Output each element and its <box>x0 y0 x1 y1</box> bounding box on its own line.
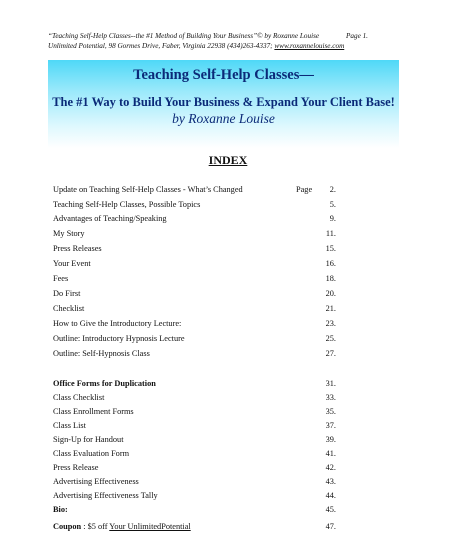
toc-label: Do First <box>53 289 81 298</box>
header-copyright-line: “Teaching Self-Help Classes--the #1 Method of Building Your Business”© by Roxanne Louise <box>48 32 320 40</box>
toc-label: Your Event <box>53 259 91 268</box>
coupon-row <box>53 521 336 533</box>
toc-page: 44. <box>325 491 336 500</box>
index-heading: INDEX <box>208 153 248 167</box>
toc-row <box>53 243 336 255</box>
toc-page: 25. <box>325 334 336 343</box>
header-website-link[interactable]: www.roxannelouise.com <box>274 42 345 50</box>
toc-row <box>53 199 336 211</box>
toc-label: Checklist <box>53 304 85 313</box>
toc-row <box>53 504 336 516</box>
toc-label: Bio: <box>53 505 68 514</box>
toc-page: 31. <box>325 379 336 388</box>
toc-page: 15. <box>325 244 336 253</box>
toc-page: 20. <box>325 289 336 298</box>
toc-label: Update on Teaching Self-Help Classes - What’s Changed <box>53 185 243 194</box>
toc-label: Advertising Effectiveness <box>53 477 139 486</box>
toc-label: Outline: Introductory Hypnosis Lecture <box>53 334 185 343</box>
toc-page: 41. <box>325 449 336 458</box>
coupon-title: Coupon <box>53 522 82 531</box>
header-page-number: Page 1. <box>346 32 368 40</box>
toc-label: My Story <box>53 229 85 238</box>
toc-row <box>53 348 336 360</box>
toc-label: Sign-Up for Handout <box>53 435 124 444</box>
toc-row <box>53 303 336 315</box>
toc-page: 27. <box>325 349 336 358</box>
toc-page: 18. <box>325 274 336 283</box>
header-address-line <box>48 40 344 53</box>
toc-page: 5. <box>329 200 336 209</box>
toc-label: Advertising Effectiveness Tally <box>53 491 158 500</box>
toc-label: How to Give the Introductory Lecture: <box>53 319 182 328</box>
toc-page: 16. <box>325 259 336 268</box>
toc-label: Class Evaluation Form <box>53 449 130 458</box>
toc-page: 9. <box>329 214 336 223</box>
toc-label: Press Release <box>53 463 99 472</box>
toc-label: Class List <box>53 421 86 430</box>
banner-subtitle: The #1 Way to Build Your Business & Expand Your Client Base! <box>52 95 395 109</box>
toc-row <box>53 406 336 418</box>
banner-title: Teaching Self-Help Classes— <box>133 67 314 83</box>
toc-page: 21. <box>325 304 336 313</box>
toc-page: 37. <box>325 421 336 430</box>
toc-page: 42. <box>325 463 336 472</box>
toc-row <box>53 273 336 285</box>
toc-page: 11. <box>325 229 336 238</box>
toc-row <box>53 462 336 474</box>
toc-row <box>53 448 336 460</box>
coupon-text: : $5 off <box>81 522 110 531</box>
toc-label: Fees <box>53 274 69 283</box>
toc-page: 39. <box>325 435 336 444</box>
toc-label: Press Releases <box>53 244 102 253</box>
title-banner <box>48 60 399 148</box>
toc-label: Class Enrollment Forms <box>53 407 134 416</box>
toc-row <box>53 392 336 404</box>
toc-row <box>53 288 336 300</box>
toc-row <box>53 490 336 502</box>
toc-label: Class Checklist <box>53 393 105 402</box>
toc-label: Office Forms for Duplication <box>53 379 156 388</box>
toc-row <box>53 318 336 330</box>
toc-page: 43. <box>325 477 336 486</box>
toc-page: 23. <box>325 319 336 328</box>
coupon-label <box>53 521 191 533</box>
toc-row <box>53 213 336 225</box>
header-address-text: Unlimited Potential, 98 Gormes Drive, Faber, Virginia 22938 (434)263-4337; <box>48 42 275 50</box>
toc-page: 47. <box>325 522 336 531</box>
toc-row <box>53 333 336 345</box>
toc-row <box>53 434 336 446</box>
toc-page: 2. <box>329 185 336 194</box>
page-column-label: Page <box>296 185 313 194</box>
toc-row <box>53 476 336 488</box>
toc-row <box>53 228 336 240</box>
toc-page: 35. <box>325 407 336 416</box>
toc-label: Outline: Self-Hypnosis Class <box>53 349 150 358</box>
toc-page: 45. <box>325 505 336 514</box>
toc-row <box>53 258 336 270</box>
toc-page: 33. <box>325 393 336 402</box>
toc-section-heading <box>53 378 336 390</box>
coupon-link[interactable]: Your UnlimitedPotential <box>109 522 191 531</box>
toc-row <box>53 420 336 432</box>
toc-label: Teaching Self-Help Classes, Possible Topics <box>53 200 201 209</box>
toc-row <box>53 184 336 196</box>
banner-author: by Roxanne Louise <box>172 111 275 126</box>
toc-label: Advantages of Teaching/Speaking <box>53 214 167 223</box>
